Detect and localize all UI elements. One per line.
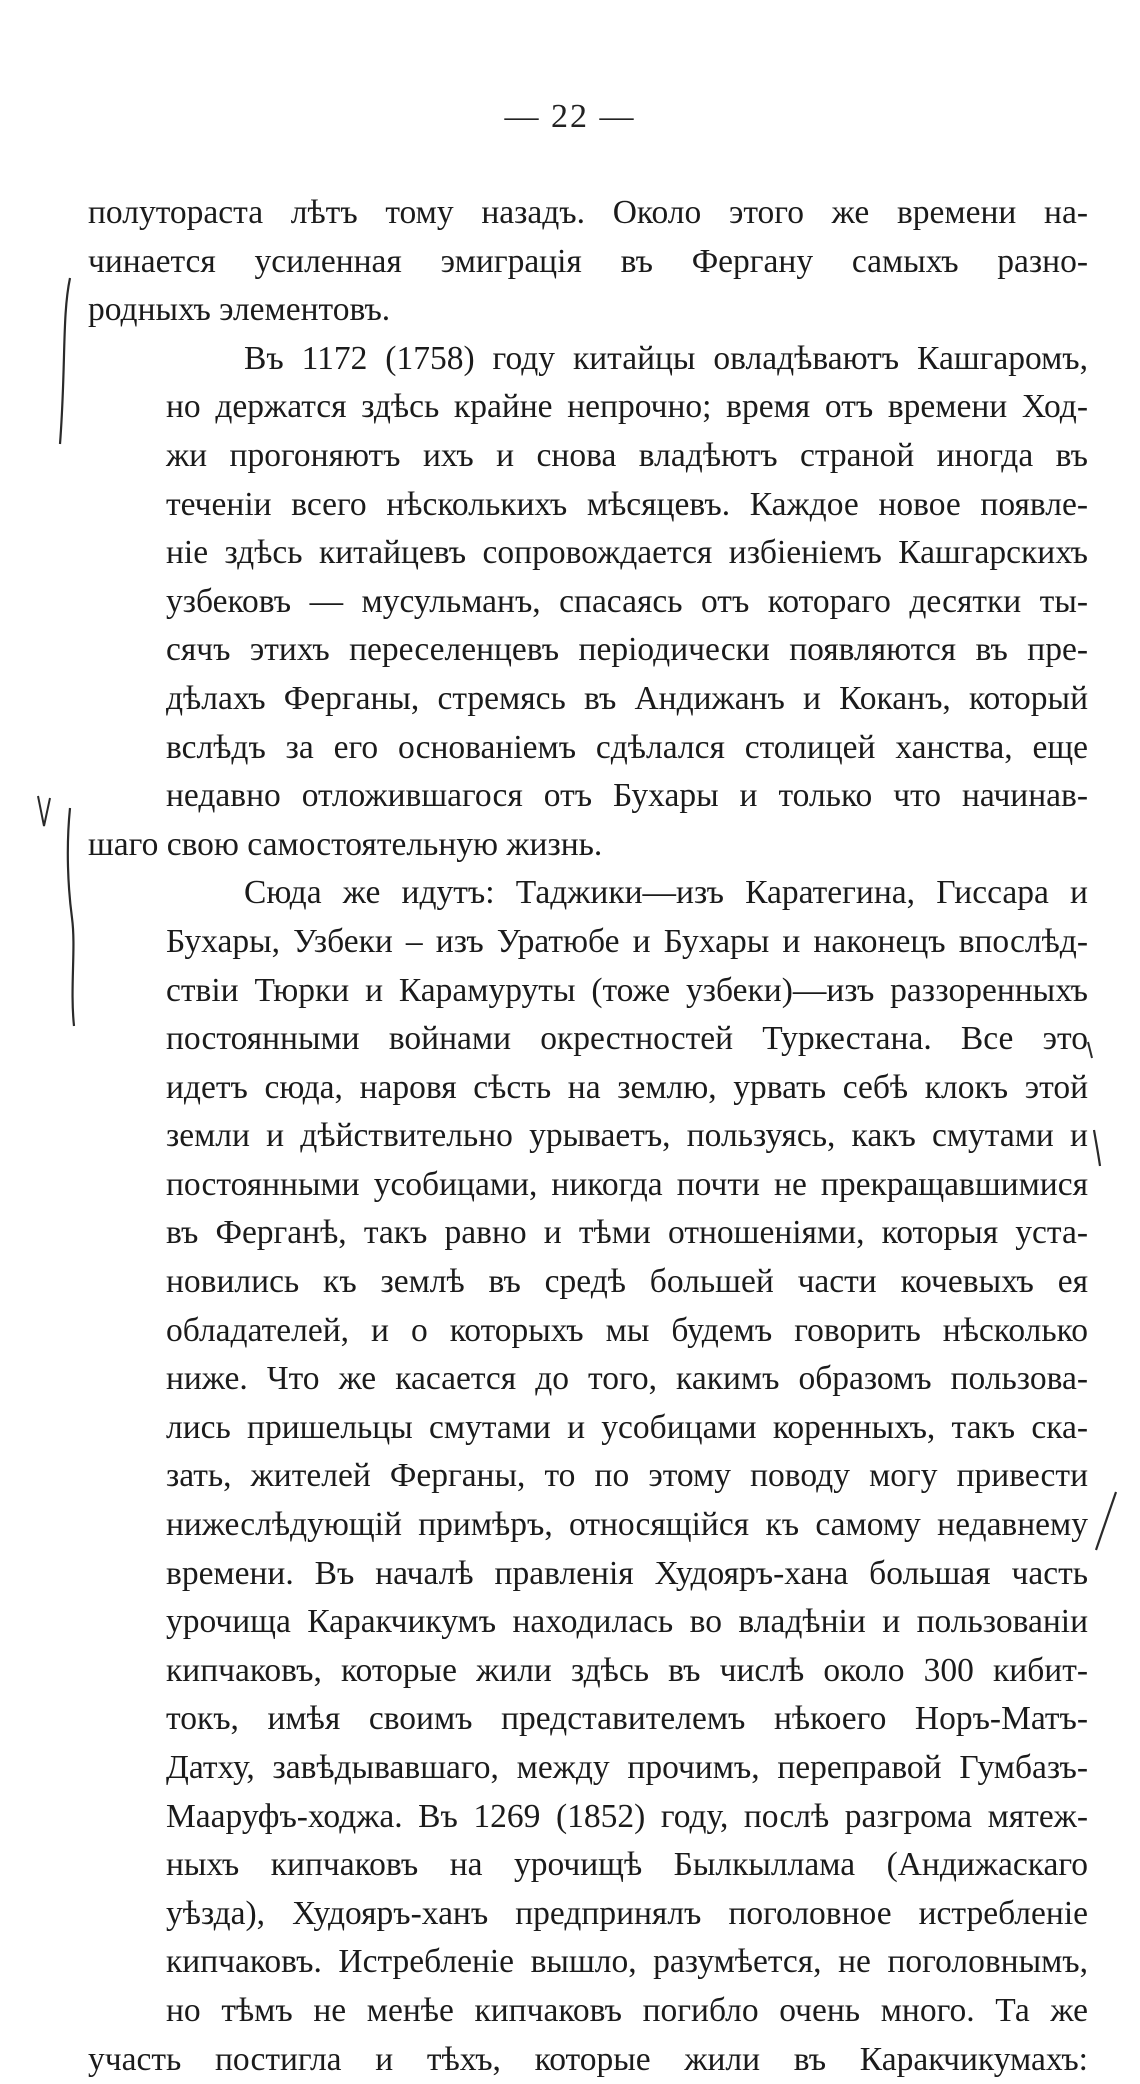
text-line: полутораста лѣтъ тому назадъ. Около этого же времени на- [88,194,1088,231]
text-line: токъ, имѣя своимъ представителемъ нѣкоего Норъ-Матъ- [166,1700,1088,1738]
text-line: кипчаковъ, которые жили здѣсь въ числѣ около 300 кибит- [166,1651,1088,1689]
text-line: лись пришельцы смутами и усобицами коренныхъ, такъ ска- [166,1408,1088,1446]
paragraph-1-end [88,286,1088,335]
text-line: новились къ землѣ въ средѣ большей части кочевыхъ ея [166,1263,1088,1301]
text-line: урочища Каракчикумъ находилась во владѣніи и пользованіи [166,1603,1088,1641]
text-line: жи прогоняютъ ихъ и снова владѣютъ страной иногда въ [166,436,1088,474]
text-line: идетъ сюда, наровя сѣсть на землю, урвать себѣ клокъ этой [166,1068,1088,1106]
text-line: Въ 1172 (1758) году китайцы овладѣваютъ Кашгаромъ, [244,339,1088,377]
text-line: нижеслѣдующій примѣръ, относящійся къ самому недавнему [166,1506,1088,1544]
text-line: Сюда же идутъ: Таджики—изъ Каратегина, Гиссара и [244,874,1088,912]
text-line: но тѣмъ не менѣе кипчаковъ погибло очень много. Та же [166,1991,1088,2029]
text-line: чинается усиленная эмиграція въ Фергану самыхъ разно- [88,242,1088,280]
paragraph-2 [88,335,1088,821]
text-line: зать, жителей Ферганы, то по этому поводу могу привести [166,1457,1088,1495]
body-text [88,189,1088,2084]
text-line: теченіи всего нѣсколькихъ мѣсяцевъ. Каждое новое появле- [166,485,1088,523]
text-line: сячъ этихъ переселенцевъ періодически появляются въ пре- [166,631,1088,669]
paragraph-2-end [88,821,1088,870]
margin-bracket-left-2 [30,788,90,1028]
text-line: ствіи Тюрки и Карамуруты (тоже узбеки)—изъ раззоренныхъ [166,971,1088,1009]
text-line: ныхъ кипчаковъ на урочищѣ Былкыллама (Андижаскаго [166,1846,1088,1884]
paragraph-1 [88,189,1088,286]
text-line: ниже. Что же касается до того, какимъ образомъ пользова- [166,1360,1088,1398]
text-line: кипчаковъ. Истребленіе вышло, разумѣется, не поголовнымъ, [166,1943,1088,1981]
text-line: уѣзда), Худояръ-ханъ предпринялъ поголовное истребленіе [166,1894,1088,1932]
text-line: вслѣдъ за его основаніемъ сдѣлался столицей ханства, еще [166,728,1088,766]
text-line: постоянными усобицами, никогда почти не прекращавшимися [166,1165,1088,1203]
paragraph-3-end [88,2036,1088,2084]
margin-mark-right-2 [1086,1488,1126,1558]
page-number: — 22 — [504,98,636,135]
paragraph-3 [88,869,1088,2035]
text-line: участь постигла и тѣхъ, которые жили въ Каракчикумахъ: [88,2040,1088,2078]
text-line: обладателей, и о которыхъ мы будемъ говорить нѣсколько [166,1311,1088,1349]
text-line: шаго свою самостоятельную жизнь. [88,825,603,863]
text-line: Датху, завѣдывавшаго, между прочимъ, переправой Гумбазъ- [166,1749,1088,1786]
text-line: времени. Въ началѣ правленія Худояръ-хана большая часть [166,1554,1088,1592]
text-line: узбековъ — мусульманъ, спасаясь отъ котораго десятки ты- [166,582,1088,620]
text-line: земли и дѣйствительно урываетъ, пользуясь, какъ смутами и [166,1117,1088,1155]
text-line: Мааруфъ-ходжа. Въ 1269 (1852) году, послѣ разгрома мятеж- [166,1797,1088,1835]
text-line: ніе здѣсь китайцевъ сопровождается избіеніемъ Кашгарскихъ [166,534,1088,572]
text-line: но держатся здѣсь крайне непрочно; время отъ времени Ход- [166,388,1088,426]
text-line: Бухары, Узбеки – изъ Уратюбе и Бухары и наконецъ впослѣд- [166,922,1088,960]
text-line: родныхъ элементовъ. [88,291,391,329]
text-line: недавно отложившагося отъ Бухары и только что начинав- [166,777,1088,815]
text-line: постоянными войнами окрестностей Туркестана. Все это [166,1020,1088,1058]
text-line: дѣлахъ Ферганы, стремясь въ Андижанъ и Коканъ, который [166,679,1088,717]
text-line: въ Ферганѣ, такъ равно и тѣми отношеніями, которыя уста- [166,1214,1088,1252]
margin-bracket-left-1 [52,276,76,446]
